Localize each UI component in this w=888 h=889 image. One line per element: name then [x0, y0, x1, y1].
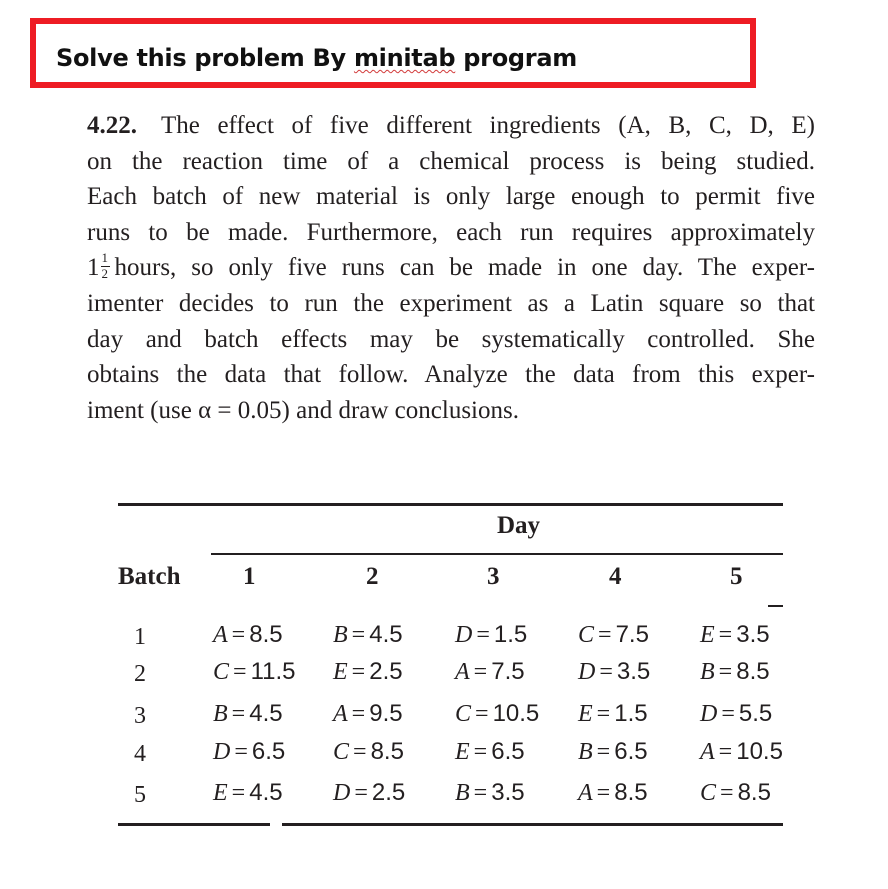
table-cell	[700, 700, 772, 728]
problem-line-8: obtains the data that follow. Analyze the data from this exper-	[87, 361, 815, 389]
equals-sign: =	[351, 701, 366, 727]
ingredient-letter: E	[578, 701, 593, 727]
ingredient-letter: B	[333, 622, 348, 648]
equals-sign: =	[473, 659, 488, 685]
equals-sign: =	[596, 739, 611, 765]
equals-sign: =	[476, 622, 490, 648]
reaction-time-value: 8.5	[249, 621, 283, 648]
reaction-time-value: 11.5	[250, 658, 296, 685]
table-cell	[578, 738, 648, 766]
equals-sign: =	[598, 622, 612, 648]
table-cell	[333, 700, 403, 728]
reaction-time-value: 10.5	[736, 738, 783, 765]
table-bottom-rule-left	[118, 823, 270, 826]
reaction-time-value: 8.5	[370, 738, 404, 765]
reaction-time-value: 5.5	[738, 700, 773, 727]
table-cell	[700, 621, 770, 649]
table-cell	[578, 779, 648, 807]
equals-sign: =	[354, 780, 368, 806]
spellcheck-word: minitab	[353, 44, 456, 72]
equals-sign: =	[720, 780, 734, 806]
table-cell	[333, 779, 405, 807]
table-cell	[333, 658, 403, 686]
reaction-time-value: 1.5	[493, 621, 528, 648]
header-bottom-rule	[768, 605, 783, 607]
equals-sign: =	[231, 780, 246, 806]
ingredient-letter: A	[700, 739, 715, 765]
table-cell	[213, 779, 283, 807]
ingredient-letter: B	[578, 739, 593, 765]
day-label: 5	[730, 563, 743, 590]
table-cell	[455, 738, 525, 766]
ingredient-letter: E	[213, 780, 228, 806]
problem-line-1: 4.22. The effect of five different ingredients (A, B, C, D, E)	[87, 112, 815, 139]
reaction-time-value: 9.5	[369, 700, 403, 727]
batch-label: 1	[134, 624, 146, 650]
problem-line-6: imenter decides to run the experiment as a Latin square so that	[87, 289, 815, 317]
problem-line-5: 1 $\frac{1}{2}$ hours, so only five runs can be made in one day. The exper-	[87, 250, 815, 282]
ingredient-letter: D	[455, 622, 473, 648]
table-top-rule	[118, 503, 783, 506]
equals-sign: =	[473, 780, 488, 806]
problem-statement	[87, 108, 815, 428]
reaction-time-value: 6.5	[491, 738, 525, 765]
reaction-time-value: 6.5	[251, 738, 286, 765]
batch-header: Batch	[118, 563, 181, 590]
reaction-time-value: 4.5	[249, 700, 283, 727]
ingredient-letter: D	[333, 780, 351, 806]
day-label: 1	[243, 563, 256, 590]
equals-sign: =	[596, 780, 611, 806]
equals-sign: =	[233, 659, 247, 685]
equals-sign: =	[599, 659, 613, 685]
ingredient-letter: C	[333, 739, 350, 765]
table-cell	[455, 700, 539, 728]
problem-number: 4.22.	[87, 112, 137, 139]
reaction-time-value: 7.5	[615, 621, 649, 648]
ingredient-letter: E	[700, 622, 715, 648]
table-cell	[213, 700, 283, 728]
batch-label: 2	[134, 661, 146, 687]
instruction-text: Solve this problem By minitab program	[56, 44, 577, 72]
equals-sign: =	[596, 701, 611, 727]
ingredient-letter: D	[578, 659, 596, 685]
problem-line-3: Each batch of new material is only large enough to permit five	[87, 183, 815, 211]
ingredient-letter: A	[455, 659, 470, 685]
problem-line-4: runs to be made. Furthermore, each run requires approximately	[87, 218, 815, 246]
ingredient-letter: C	[213, 659, 230, 685]
batch-label: 5	[134, 782, 146, 808]
table-cell	[213, 738, 285, 766]
reaction-time-value: 3.5	[616, 658, 651, 685]
equals-sign: =	[351, 659, 366, 685]
table-cell	[213, 658, 296, 686]
table-cell	[700, 779, 771, 807]
day-label: 2	[366, 563, 379, 590]
ingredient-letter: D	[700, 701, 718, 727]
table-cell	[455, 621, 527, 649]
table-cell	[333, 621, 403, 649]
reaction-time-value: 8.5	[736, 658, 770, 685]
reaction-time-value: 4.5	[249, 779, 283, 806]
batch-label: 3	[134, 703, 146, 729]
equals-sign: =	[231, 622, 246, 648]
equals-sign: =	[234, 739, 248, 765]
reaction-time-value: 8.5	[614, 779, 648, 806]
ingredient-letter: B	[700, 659, 715, 685]
table-cell	[700, 658, 770, 686]
ingredient-letter: A	[213, 622, 228, 648]
reaction-time-value: 2.5	[371, 779, 406, 806]
table-cell	[213, 621, 283, 649]
table-cell	[578, 621, 649, 649]
ingredient-letter: E	[455, 739, 470, 765]
reaction-time-value: 6.5	[614, 738, 648, 765]
reaction-time-value: 3.5	[736, 621, 770, 648]
equals-sign: =	[475, 701, 489, 727]
ingredient-letter: A	[578, 780, 593, 806]
equals-sign: =	[351, 622, 366, 648]
day-header: Day	[497, 512, 541, 539]
day-label: 4	[609, 563, 622, 590]
equals-sign: =	[353, 739, 367, 765]
ingredient-letter: C	[455, 701, 472, 727]
problem-line-2: on the reaction time of a chemical process is being studied.	[87, 147, 815, 175]
reaction-time-value: 7.5	[491, 658, 525, 685]
problem-line-7: day and batch effects may be systematically controlled. She	[87, 325, 815, 353]
equals-sign: =	[718, 622, 733, 648]
equals-sign: =	[231, 701, 246, 727]
ingredient-letter: C	[700, 780, 717, 806]
day-underline-rule	[211, 553, 783, 555]
reaction-time-value: 1.5	[614, 700, 648, 727]
table-bottom-rule-right	[282, 823, 783, 826]
equals-sign: =	[718, 739, 733, 765]
instruction-banner	[30, 18, 756, 88]
table-cell	[578, 658, 650, 686]
batch-label: 4	[134, 741, 146, 767]
ingredient-letter: D	[213, 739, 231, 765]
ingredient-letter: C	[578, 622, 595, 648]
ingredient-letter: B	[455, 780, 470, 806]
reaction-time-value: 10.5	[492, 700, 540, 727]
reaction-time-value: 2.5	[369, 658, 403, 685]
reaction-time-value: 4.5	[369, 621, 403, 648]
equals-sign: =	[721, 701, 735, 727]
table-cell	[578, 700, 648, 728]
ingredient-letter: B	[213, 701, 228, 727]
reaction-time-value: 3.5	[491, 779, 525, 806]
reaction-time-value: 8.5	[737, 779, 771, 806]
problem-line-9: iment (use α = 0.05) and draw conclusions.	[87, 396, 519, 424]
one-half-fraction: $\frac{1}{2}$	[101, 250, 108, 282]
day-label: 3	[487, 563, 500, 590]
ingredient-letter: E	[333, 659, 348, 685]
table-cell	[455, 658, 525, 686]
equals-sign: =	[473, 739, 488, 765]
ingredient-letter: A	[333, 701, 348, 727]
table-cell	[333, 738, 404, 766]
equals-sign: =	[718, 659, 733, 685]
table-cell	[700, 738, 783, 766]
table-cell	[455, 779, 525, 807]
